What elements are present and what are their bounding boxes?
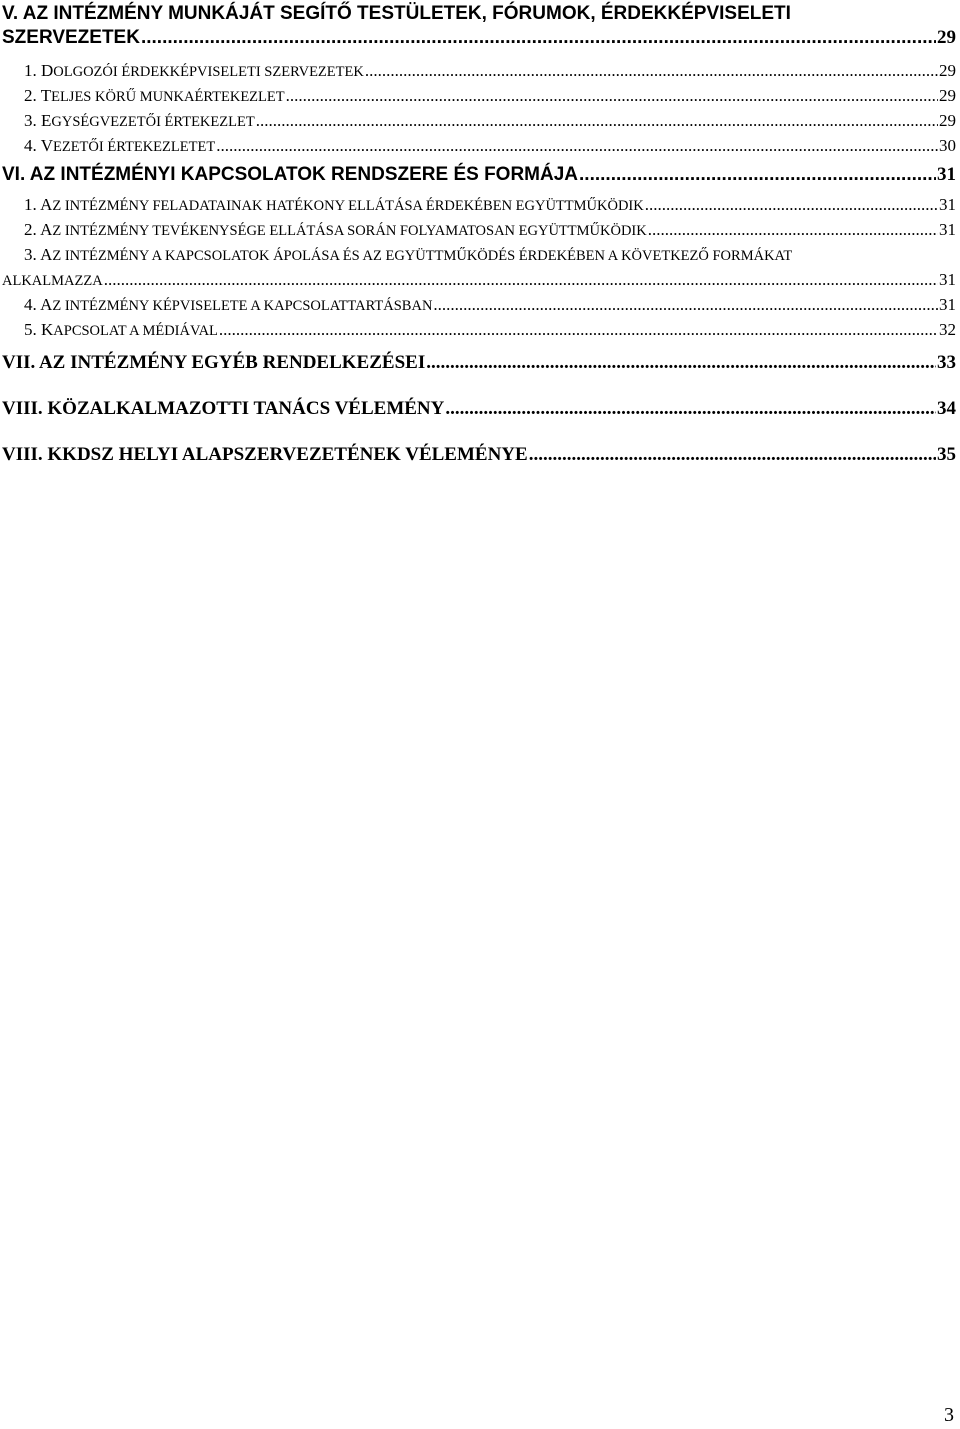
toc-page-number: 29	[937, 27, 956, 48]
toc-entry-number: 2.	[24, 86, 37, 105]
toc-entry-rest: Z INTÉZMÉNY KÉPVISELETE A KAPCSOLATTARTÁSBAN	[52, 298, 433, 314]
toc-entry-rest: APCSOLAT A MÉDIÁVAL	[53, 323, 218, 339]
toc-leader-dots	[579, 163, 936, 187]
toc-entry-title-line1: V. AZ INTÉZMÉNY MUNKÁJÁT SEGÍTŐ TESTÜLETEK, FÓRUMOK, ÉRDEKKÉPVISELETI	[2, 3, 791, 24]
toc-entry-rest: EZETŐI ÉRTEKEZLETET	[52, 139, 216, 155]
toc-entry-title	[24, 84, 285, 109]
toc-entry-v-1[interactable]	[2, 59, 956, 84]
toc-leader-dots	[445, 397, 936, 421]
toc-leader-dots	[529, 443, 936, 467]
page-number: 3	[944, 1404, 954, 1426]
toc-entry-title	[24, 59, 364, 84]
toc-entry-title	[24, 134, 215, 159]
toc-entry-section-viii-a[interactable]	[2, 397, 956, 421]
toc-entry-initial: A	[40, 295, 53, 314]
toc-entry-initial: D	[41, 61, 54, 80]
toc-leader-dots	[216, 134, 938, 158]
toc-entry-title: VII. AZ INTÉZMÉNY EGYÉB RENDELKEZÉSEI	[2, 352, 426, 373]
toc-entry-number: 5.	[24, 320, 37, 339]
toc-entry-title	[24, 293, 432, 318]
toc-leader-dots	[104, 268, 938, 292]
toc-entry-section-v[interactable]	[2, 2, 956, 50]
toc-page-number: 29	[939, 86, 956, 105]
toc-entry-vi-1[interactable]	[2, 193, 956, 218]
toc-page-number: 30	[939, 136, 956, 155]
toc-entry-initial: V	[40, 136, 53, 155]
toc-entry-section-viii-b[interactable]	[2, 443, 956, 467]
toc-page-number: 34	[937, 398, 956, 419]
toc-entry-section-vi[interactable]	[2, 163, 956, 187]
toc-entry-number: 4.	[24, 136, 37, 155]
toc-entry-rest: Z INTÉZMÉNY FELADATAINAK HATÉKONY ELLÁTÁSA ÉRDEKÉBEN EGYÜTTMŰKÖDIK	[52, 198, 644, 214]
toc-entry-number: 1.	[24, 195, 37, 214]
toc-entry-title: SZERVEZETEK	[2, 27, 140, 48]
toc-entry-v-2[interactable]	[2, 84, 956, 109]
toc-page-number: 31	[937, 164, 956, 185]
toc-entry-number: 3.	[24, 111, 37, 130]
toc-entry-title	[24, 193, 644, 218]
toc-page-number: 32	[939, 320, 956, 339]
toc-entry-number: 1.	[24, 61, 37, 80]
toc-entry-vi-2[interactable]	[2, 218, 956, 243]
toc-entry-title: VI. AZ INTÉZMÉNYI KAPCSOLATOK RENDSZERE ÉS FORMÁJA	[2, 164, 579, 185]
toc-entry-title	[24, 109, 255, 134]
toc-entry-title: VIII. KÖZALKALMAZOTTI TANÁCS VÉLEMÉNY	[2, 398, 445, 419]
toc-page-number: 31	[939, 220, 956, 239]
toc-leader-dots	[426, 351, 936, 375]
toc-leader-dots	[365, 59, 938, 83]
toc-page-number: 29	[939, 111, 956, 130]
toc-entry-number: 3.	[24, 245, 37, 264]
toc-entry-title: VIII. KKDSZ HELYI ALAPSZERVEZETÉNEK VÉLEMÉNYE	[2, 444, 528, 465]
toc-entry-number: 4.	[24, 295, 37, 314]
toc-entry-title-line1	[24, 243, 956, 268]
toc-entry-initial: A	[40, 245, 53, 264]
toc-entry-v-4[interactable]	[2, 134, 956, 159]
toc-entry-initial: A	[40, 195, 53, 214]
toc-entry-v-3[interactable]	[2, 109, 956, 134]
toc-leader-dots	[433, 293, 938, 317]
toc-entry-vi-3[interactable]	[2, 243, 956, 293]
toc-leader-dots	[645, 193, 938, 217]
toc-entry-initial: K	[41, 320, 54, 339]
toc-entry-vi-4[interactable]	[2, 293, 956, 318]
toc-leader-dots	[256, 109, 938, 133]
toc-page-number: 31	[939, 195, 956, 214]
toc-entry-initial: E	[41, 111, 52, 130]
toc-page-number: 35	[937, 444, 956, 465]
toc-entry-section-vii[interactable]	[2, 351, 956, 375]
toc-entry-initial: T	[40, 86, 52, 105]
toc-page-number: 31	[939, 295, 956, 314]
toc-page-number: 31	[939, 270, 956, 289]
toc-entry-title-line2: ALKALMAZZA	[2, 273, 103, 289]
toc-entry-rest: Z INTÉZMÉNY A KAPCSOLATOK ÁPOLÁSA ÉS AZ EGYÜTTMŰKÖDÉS ÉRDEKÉBEN A KÖVETKEZŐ FORMÁKAT	[52, 248, 793, 264]
toc-entry-title	[24, 318, 218, 343]
toc-page-number: 29	[939, 61, 956, 80]
toc-entry-rest: OLGOZÓI ÉRDEKKÉPVISELETI SZERVEZETEK	[53, 64, 364, 80]
toc-entry-vi-5[interactable]	[2, 318, 956, 343]
toc-entry-rest: Z INTÉZMÉNY TEVÉKENYSÉGE ELLÁTÁSA SORÁN FOLYAMATOSAN EGYÜTTMŰKÖDIK	[52, 223, 647, 239]
table-of-contents	[2, 0, 956, 467]
toc-entry-rest: ELJES KÖRŰ MUNKAÉRTEKEZLET	[51, 89, 285, 105]
toc-leader-dots	[286, 84, 938, 108]
toc-entry-number: 2.	[24, 220, 37, 239]
toc-leader-dots	[141, 26, 936, 50]
toc-leader-dots	[648, 218, 938, 242]
toc-page-number: 33	[937, 352, 956, 373]
toc-entry-title	[24, 218, 647, 243]
toc-leader-dots	[219, 318, 938, 342]
toc-entry-rest: GYSÉGVEZETŐI ÉRTEKEZLET	[51, 114, 255, 130]
toc-entry-initial: A	[40, 220, 53, 239]
